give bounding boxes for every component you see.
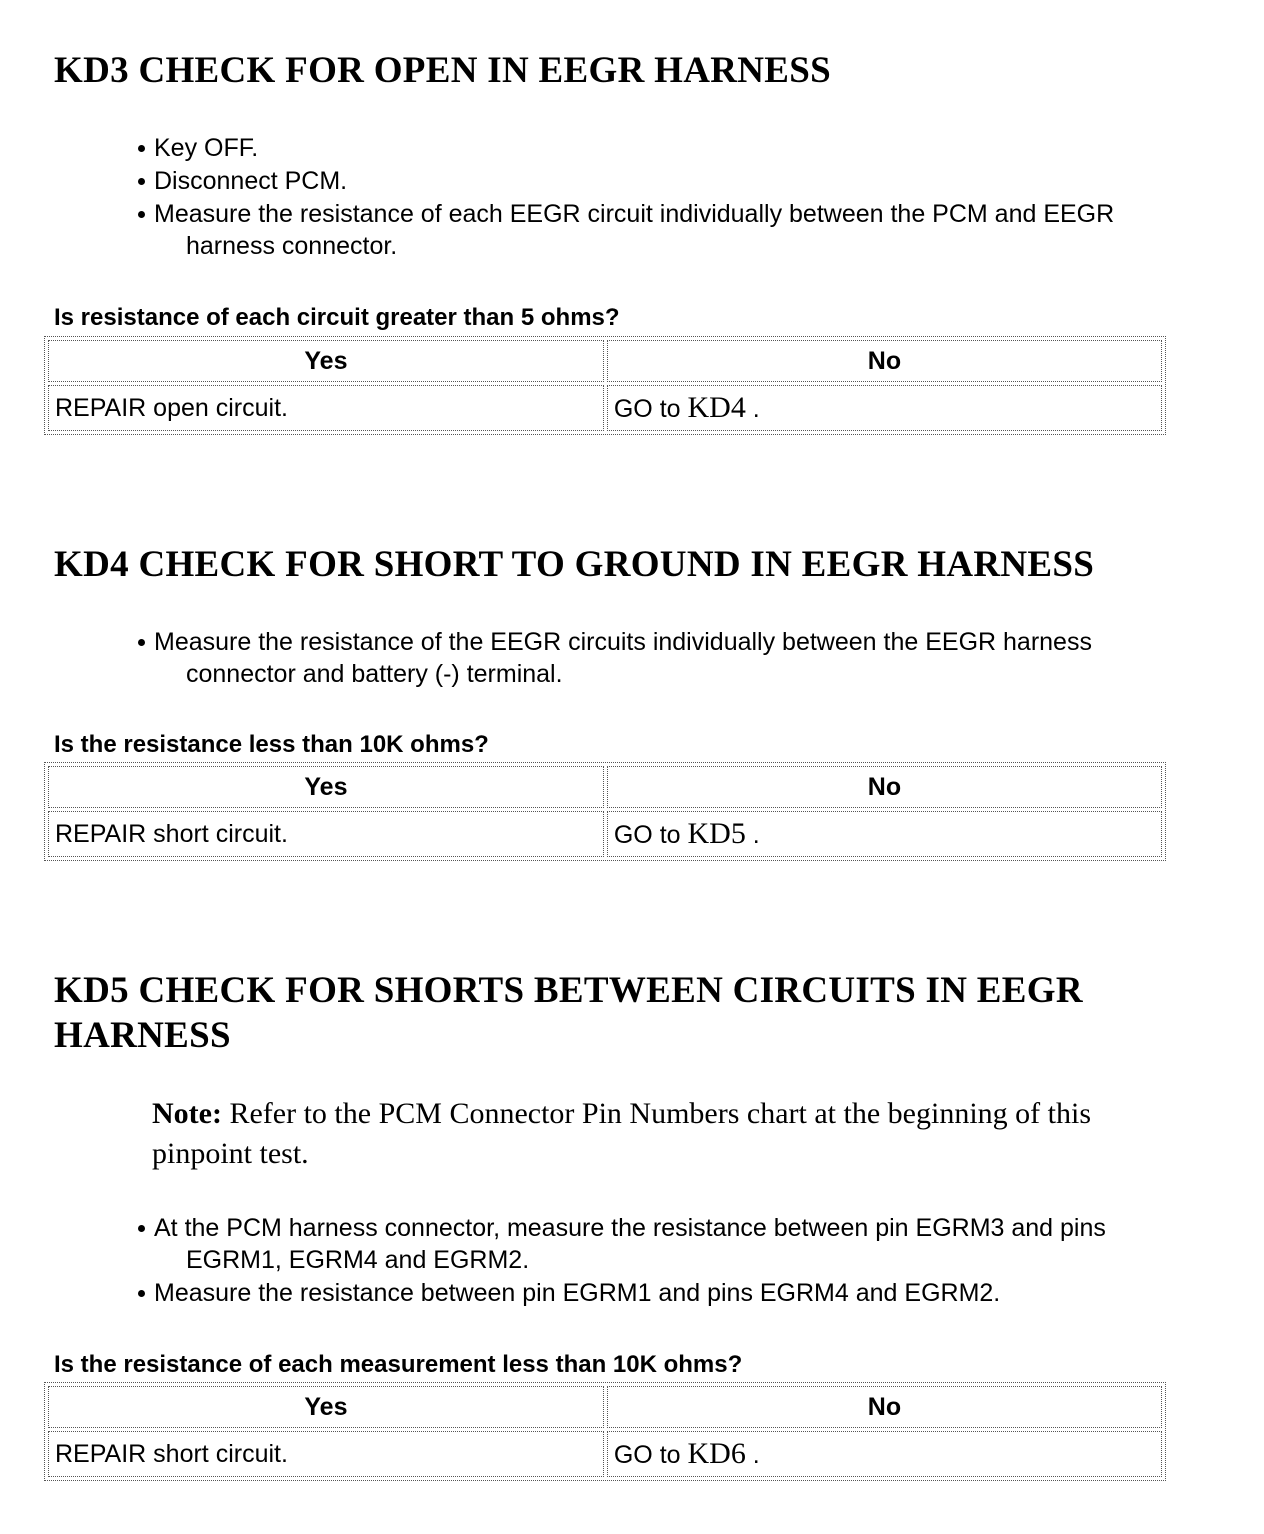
- no-action: GO to KD6 .: [607, 1431, 1162, 1477]
- list-item: Measure the resistance of the EEGR circuits individually between the EEGR harness connector and battery (-) terminal.: [136, 626, 1236, 690]
- no-action: GO to KD5 .: [607, 811, 1162, 857]
- note-label: Note:: [152, 1097, 222, 1130]
- bullet-icon: [138, 178, 145, 185]
- instruction-list: [136, 1212, 1236, 1310]
- list-item: Measure the resistance between pin EGRM1 and pins EGRM4 and EGRM2.: [136, 1277, 1236, 1309]
- step-title: KD5 CHECK FOR SHORTS BETWEEN CIRCUITS IN EEGR HARNESS: [54, 970, 1083, 1056]
- goto-link[interactable]: KD6: [687, 1437, 746, 1470]
- note-block: Note: Refer to the PCM Connector Pin Numbers chart at the beginning of this pinpoint test.: [152, 1097, 1091, 1170]
- list-item: Key OFF.: [136, 132, 1236, 164]
- result-table: [44, 762, 1166, 861]
- yes-action: REPAIR open circuit.: [48, 385, 604, 431]
- question-text: Is resistance of each circuit greater than 5 ohms?: [54, 304, 620, 331]
- bullet-icon: [138, 1225, 145, 1232]
- step-title: KD3 CHECK FOR OPEN IN EEGR HARNESS: [54, 50, 832, 91]
- yes-header: Yes: [48, 1386, 604, 1428]
- no-header: No: [607, 1386, 1162, 1428]
- no-action: GO to KD4 .: [607, 385, 1162, 431]
- instruction-list: [136, 626, 1236, 691]
- yes-action: REPAIR short circuit.: [48, 811, 604, 857]
- no-header: No: [607, 766, 1162, 808]
- goto-link[interactable]: KD4: [687, 391, 746, 424]
- question-text: Is the resistance of each measurement less than 10K ohms?: [54, 1351, 743, 1378]
- list-item: Measure the resistance of each EEGR circuit individually between the PCM and EEGR harness connector.: [136, 198, 1236, 262]
- bullet-icon: [138, 145, 145, 152]
- yes-action: REPAIR short circuit.: [48, 1431, 604, 1477]
- result-table: [44, 336, 1166, 435]
- yes-header: Yes: [48, 340, 604, 382]
- list-item: At the PCM harness connector, measure the resistance between pin EGRM3 and pins EGRM1, EGRM4 and EGRM2.: [136, 1212, 1236, 1276]
- result-table: [44, 1382, 1166, 1481]
- bullet-icon: [138, 211, 145, 218]
- yes-header: Yes: [48, 766, 604, 808]
- goto-link[interactable]: KD5: [687, 817, 746, 850]
- no-header: No: [607, 340, 1162, 382]
- step-title: KD4 CHECK FOR SHORT TO GROUND IN EEGR HARNESS: [54, 544, 1095, 585]
- bullet-icon: [138, 639, 145, 646]
- question-text: Is the resistance less than 10K ohms?: [54, 731, 489, 758]
- instruction-list: [136, 132, 1236, 263]
- list-item: Disconnect PCM.: [136, 165, 1236, 197]
- bullet-icon: [138, 1290, 145, 1297]
